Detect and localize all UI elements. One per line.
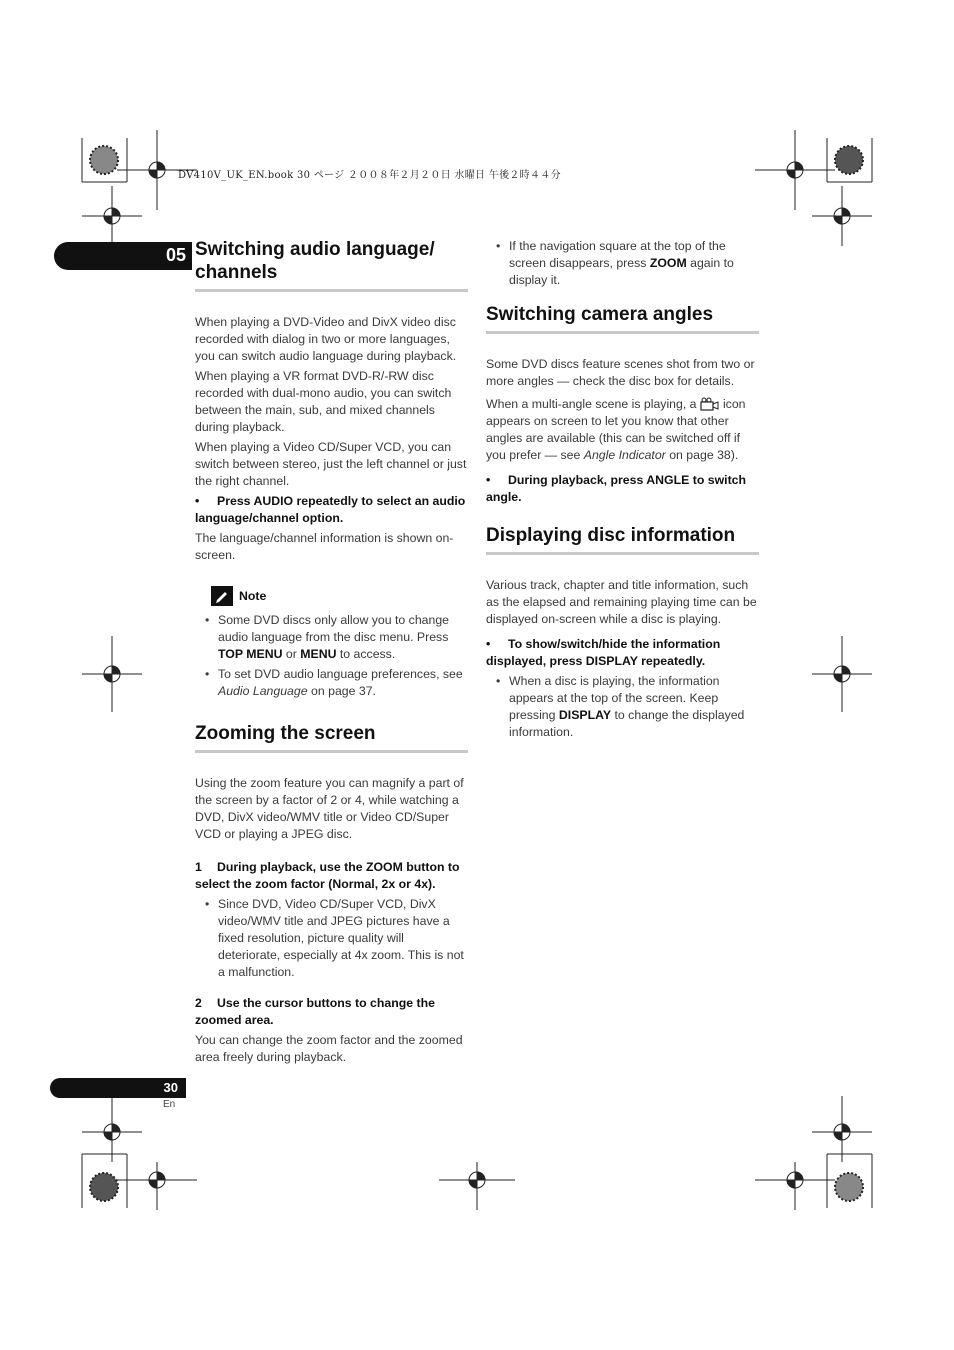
note-list <box>195 612 468 700</box>
step-text: Press AUDIO repeatedly to select an audio language/channel option. <box>195 494 466 525</box>
section-title-angles: Switching camera angles <box>486 303 759 334</box>
chapter-tab <box>54 242 192 270</box>
paragraph: When a multi-angle scene is playing, a icon appears on screen to let you know that other angles are available (this can be switched off if you prefer — see Angle Indicator on page 38). <box>486 397 746 462</box>
list-item: • Some DVD discs only allow you to change audio language from the disc menu. Press TOP MENU or MENU to access. <box>195 612 468 663</box>
note-pencil-icon <box>211 586 233 606</box>
page-language: En <box>163 1099 176 1110</box>
bullet-list <box>486 238 759 289</box>
print-header: DV410V_UK_EN.book 30 ページ ２００８年２月２０日 水曜日 午後２時４４分 <box>178 170 561 181</box>
bullet-list <box>195 896 468 981</box>
list-item: • If the navigation square at the top of the screen disappears, press ZOOM again to display it. <box>486 238 759 289</box>
section-title-audio <box>195 238 468 292</box>
title-line-2: channels <box>195 262 278 283</box>
title-line-1: Switching audio language/ <box>195 239 435 260</box>
step-2: 2 Use the cursor buttons to change the zoomed area. <box>195 996 435 1027</box>
paragraph: When playing a DVD-Video and DivX video disc recorded with dialog in two or more languages, you can switch audio language during playback. <box>195 315 457 363</box>
list-item: • Since DVD, Video CD/Super VCD, DivX video/WMV title and JPEG pictures have a fixed resolution, picture quality will deteriorate, especially at 4x zoom. This is not a malfunction. <box>195 896 468 981</box>
step-1: 1 During playback, use the ZOOM button to select the zoom factor (Normal, 2x or 4x). <box>195 860 460 891</box>
section-title-zoom: Zooming the screen <box>195 722 468 753</box>
note-label: Note <box>239 588 267 603</box>
left-column <box>195 238 468 1069</box>
list-item: • To set DVD audio language preferences, see Audio Language on page 37. <box>195 666 468 700</box>
paragraph: Various track, chapter and title information, such as the elapsed and remaining playing time can be displayed on-screen while a disc is playing. <box>486 578 757 626</box>
step-bullet: • During playback, press ANGLE to switch angle. <box>486 473 747 504</box>
section-title-disc-info: Displaying disc information <box>486 524 759 555</box>
right-column <box>486 238 759 745</box>
list-item: • When a disc is playing, the information appears at the top of the screen. Keep pressing DISPLAY to change the displayed information. <box>486 673 759 741</box>
paragraph: The language/channel information is shown on-screen. <box>195 531 454 562</box>
paragraph: Some DVD discs feature scenes shot from two or more angles — check the disc box for details. <box>486 357 755 388</box>
page-number: 30 <box>163 1080 178 1095</box>
bullet-list <box>486 673 759 741</box>
note-header <box>211 586 468 606</box>
paragraph: When playing a Video CD/Super VCD, you can switch between stereo, just the left channel or just the right channel. <box>195 440 467 488</box>
chapter-number: 05 <box>165 245 186 265</box>
paragraph: When playing a VR format DVD-R/-RW disc recorded with dual-mono audio, you can switch between the main, sub, and mixed channels during playback. <box>195 369 452 434</box>
camera-angle-icon <box>700 397 720 411</box>
step-bullet: • To show/switch/hide the information displayed, press DISPLAY repeatedly. <box>486 637 721 668</box>
step-bullet: • Press AUDIO repeatedly to select an audio language/channel option. <box>195 494 466 525</box>
page-number-tab <box>50 1078 186 1098</box>
paragraph: You can change the zoom factor and the zoomed area freely during playback. <box>195 1033 463 1064</box>
paragraph: Using the zoom feature you can magnify a part of the screen by a factor of 2 or 4, while watching a DVD, DivX video/WMV title or Video CD/Super VCD or playing a JPEG disc. <box>195 776 464 841</box>
